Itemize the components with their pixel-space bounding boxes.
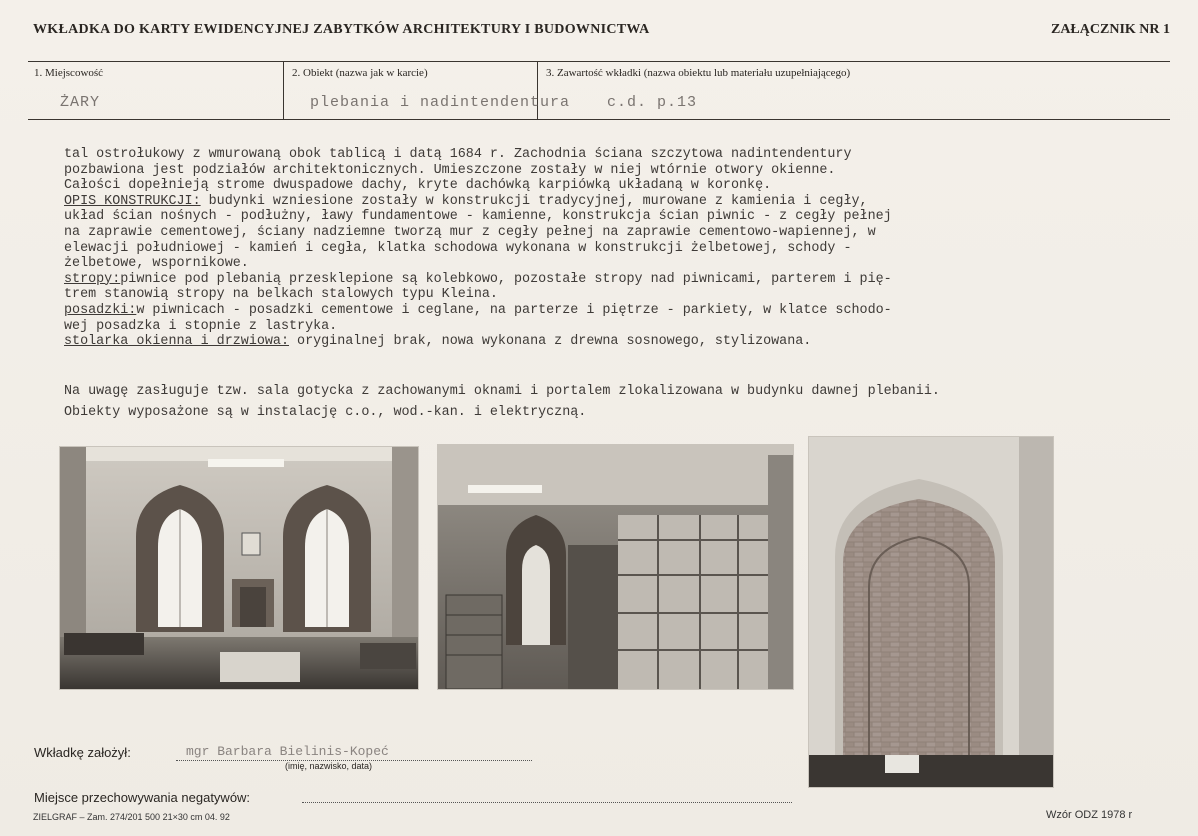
author-sublabel: (imię, nazwisko, data) xyxy=(285,761,373,771)
section-heading-joinery: stolarka okienna i drzwiowa: xyxy=(64,334,289,350)
text-line: żelbetowe, wspornikowe. xyxy=(64,256,249,272)
header-rule-bottom xyxy=(28,119,1170,120)
text-line: Całości dopełnieją strome dwuspadowe dachy, kryte dachówką karpiówką układaną w koronkę. xyxy=(64,178,772,194)
photo-archive-shelves xyxy=(437,444,794,690)
form-model: Wzór ODZ 1978 r xyxy=(1046,809,1133,821)
section-heading-floors: posadzki: xyxy=(64,302,137,318)
section-heading-construction: OPIS KONSTRUKCJI: xyxy=(64,193,201,209)
negatives-label: Miejsce przechowywania negatywów: xyxy=(34,790,251,805)
field-divider-1 xyxy=(283,61,284,119)
field-2-label: 2. Obiekt (nazwa jak w karcie) xyxy=(292,67,428,79)
printer-imprint: ZIELGRAF – Zam. 274/201 500 21×30 cm 04. 92 xyxy=(33,812,230,822)
text-line: tal ostrołukowy z wmurowaną obok tablicą i datą 1684 r. Zachodnia ściana szczytowa nadintendentury xyxy=(64,147,852,162)
text-line: wej posadzka i stopnie z lastryka. xyxy=(64,318,338,334)
photo-brick-niche-image xyxy=(809,437,1053,787)
notes-text xyxy=(64,381,1184,423)
field-1-value: ŻARY xyxy=(60,94,101,111)
negatives-line xyxy=(302,802,792,803)
note-line: Obiekty wyposażone są w instalację c.o., wod.-kan. i elektryczną. xyxy=(64,405,587,420)
text-line: pozbawiona jest podziałów architektonicznych. Umieszczone zostały w niej wtórnie otwory okienne. xyxy=(64,162,836,178)
header-rule-top xyxy=(28,61,1170,62)
field-3-label: 3. Zawartość wkładki (nazwa obiektu lub materiału uzupełniającego) xyxy=(546,67,851,79)
field-3-value: c.d. p.13 xyxy=(607,94,698,111)
author-label: Wkładkę założył: xyxy=(34,745,131,760)
photo-gothic-hall-image xyxy=(60,447,418,689)
text-line: piwnice pod plebanią przesklepione są kolebkowo, pozostałe stropy nad piwnicami, parterem i pię- xyxy=(120,271,892,287)
text-line: trem stanowią stropy na belkach stalowych typu Kleina. xyxy=(64,287,498,303)
annex-number: ZAŁĄCZNIK NR 1 xyxy=(1050,22,1170,37)
note-line: Na uwagę zasługuje tzw. sala gotycka z zachowanymi oknami i portalem zlokalizowana w budynku dawnej plebanii. xyxy=(64,384,940,399)
photo-archive-shelves-image xyxy=(438,445,793,689)
photo-brick-niche xyxy=(808,436,1054,788)
text-line: na zaprawie cementowej, ściany nadziemne tworzą mur z cegły pełnej na zaprawie cementowo-wapiennej, w xyxy=(64,224,876,240)
text-line: oryginalnej brak, nowa wykonana z drewna sosnowego, stylizowana. xyxy=(289,334,812,350)
section-heading-ceilings: stropy: xyxy=(64,271,121,287)
text-line: budynki wzniesione zostały w konstrukcji tradycyjnej, murowane z kamienia i cegły, xyxy=(200,193,868,209)
text-line: elewacji południowej - kamień i cegła, klatka schodowa wykonana w konstrukcji żelbetowej, schody - xyxy=(64,240,852,256)
text-line: w piwnicach - posadzki cementowe i ceglane, na parterze i piętrze - parkiety, w klatce schodo- xyxy=(136,302,892,318)
author-signature: mgr Barbara Bielinis-Kopeć xyxy=(186,744,389,759)
description-text xyxy=(64,147,1174,350)
field-2-value: plebania i nadintendentura xyxy=(310,94,571,111)
form-title: WKŁADKA DO KARTY EWIDENCYJNEJ ZABYTKÓW ARCHITEKTURY I BUDOWNICTWA xyxy=(33,22,650,37)
photo-gothic-hall xyxy=(59,446,419,690)
text-line: układ ścian nośnych - podłużny, ławy fundamentowe - kamienne, konstrukcja ścian piwnic - z cegły pełnej xyxy=(64,209,892,225)
field-1-label: 1. Miejscowość xyxy=(34,67,104,79)
